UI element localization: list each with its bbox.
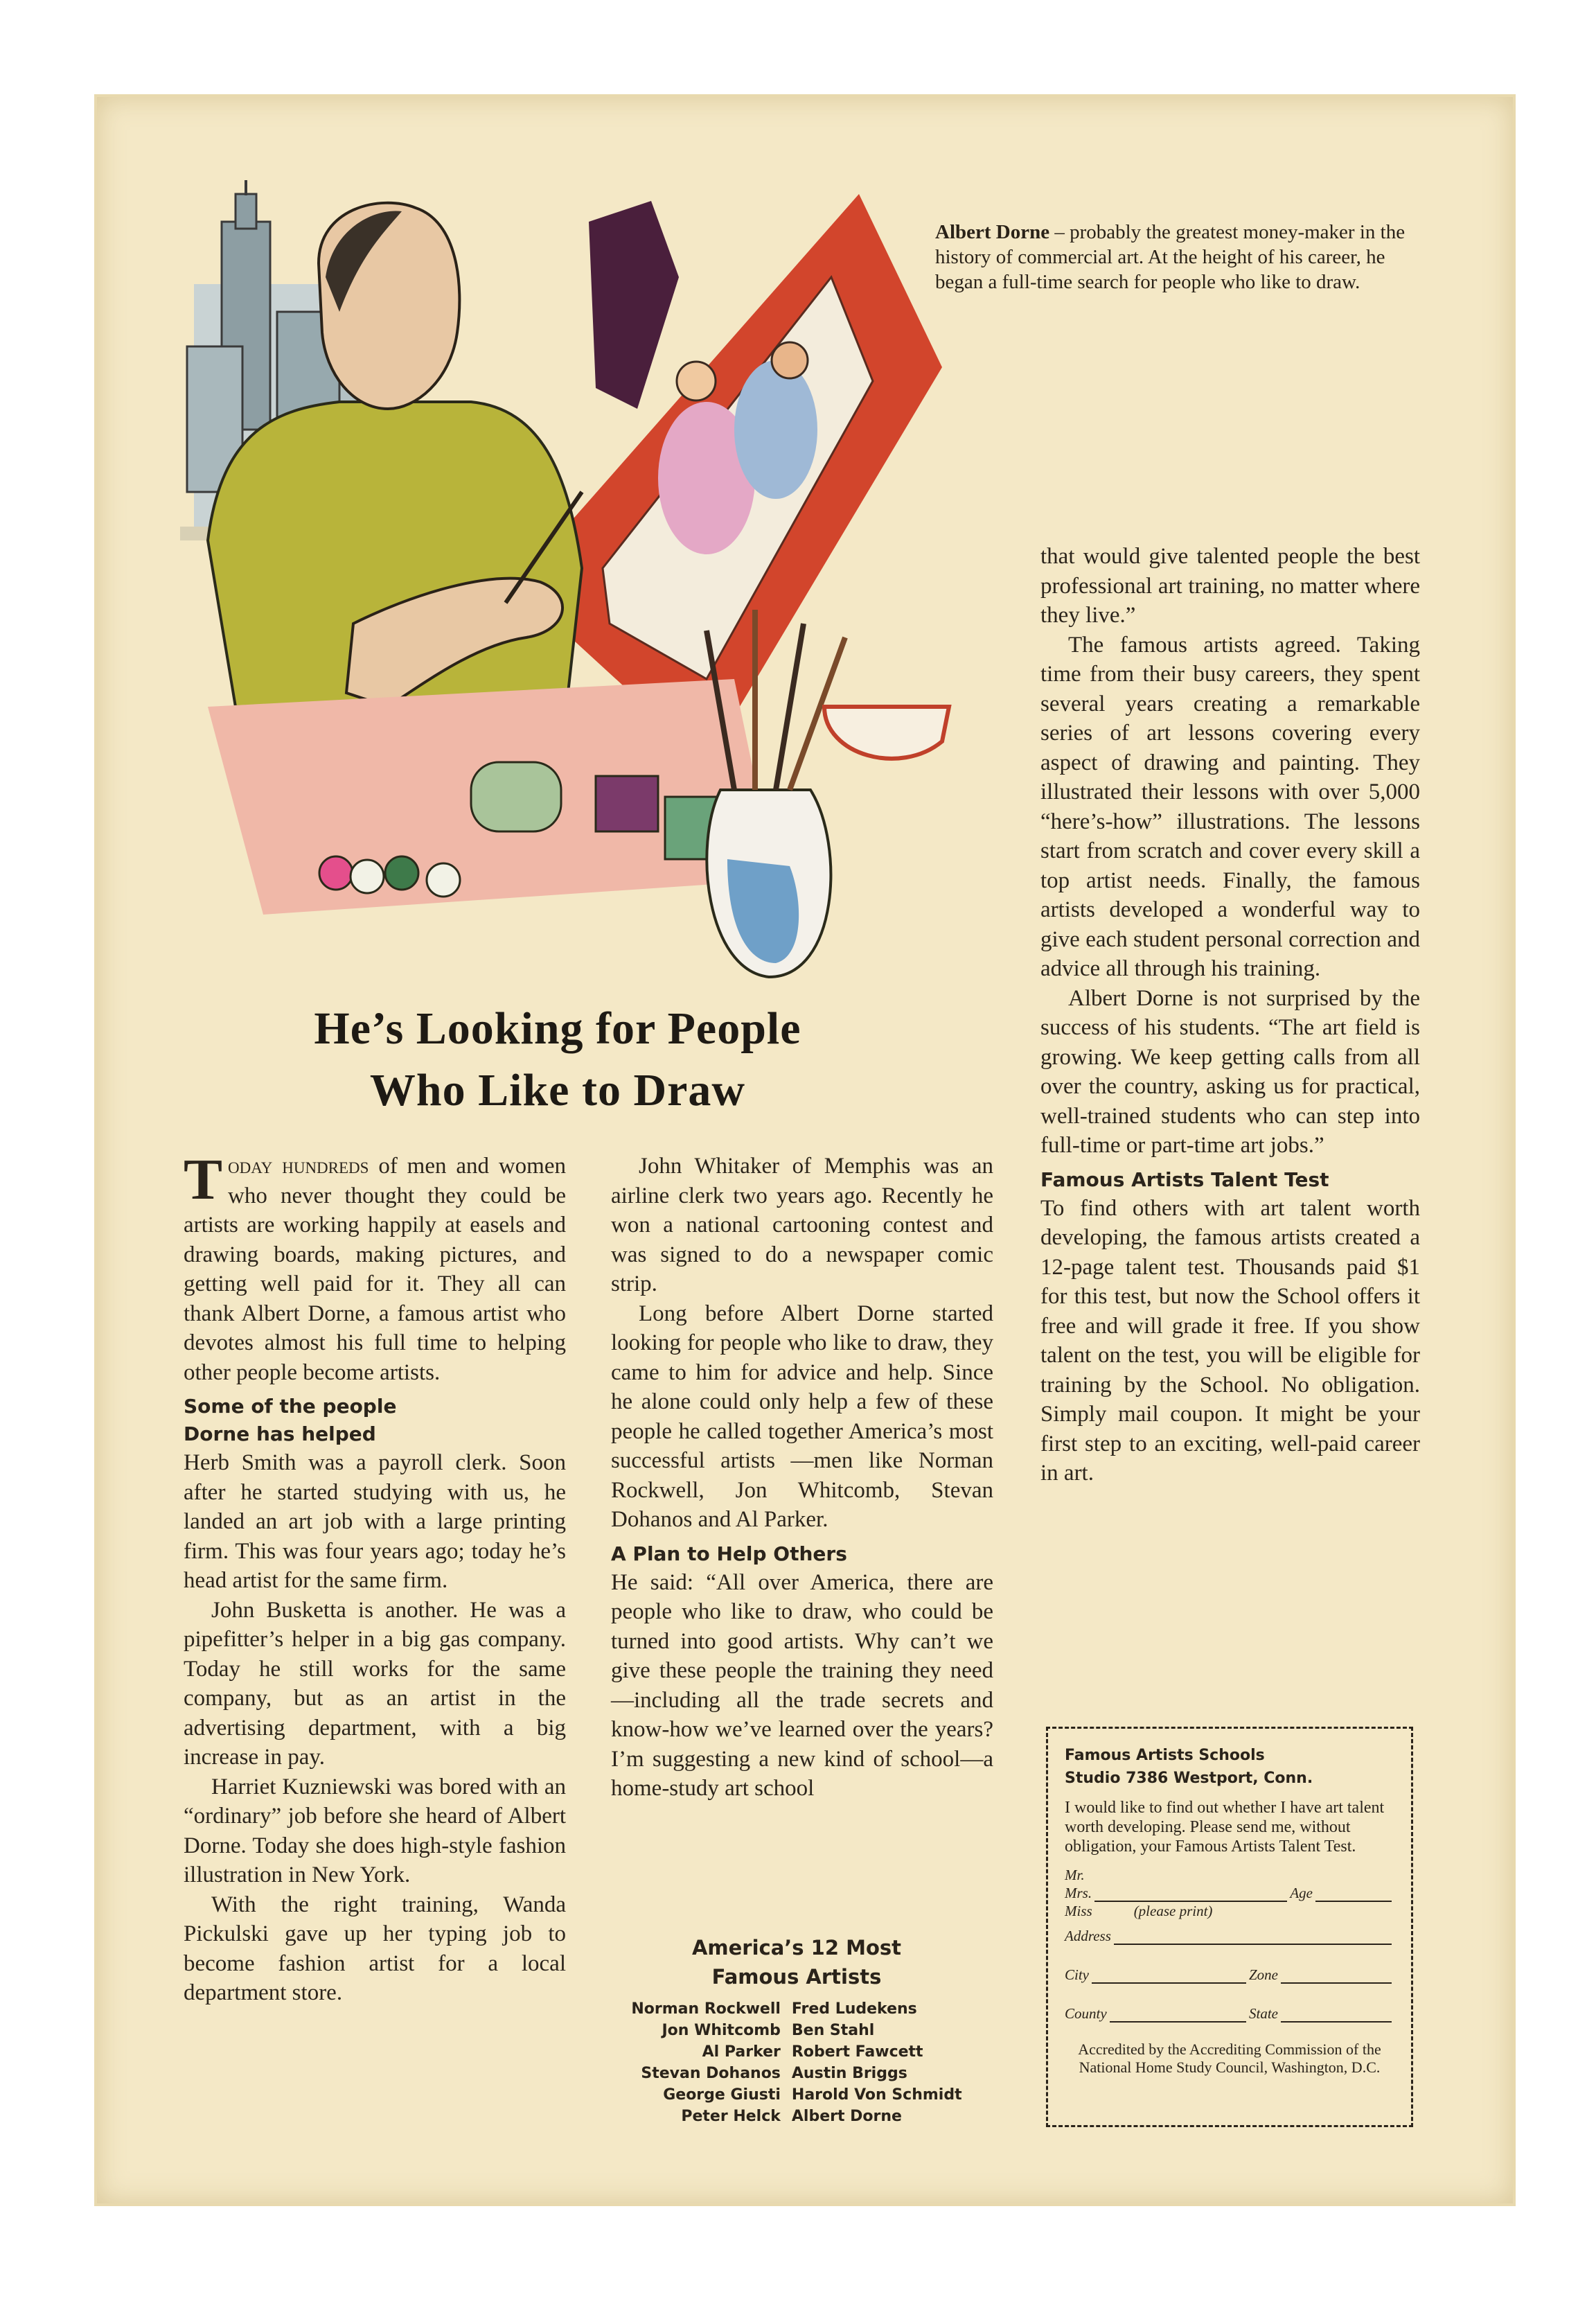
- coupon-town: Westport, Conn.: [1168, 1770, 1313, 1787]
- artist-name: Ben Stahl: [791, 2022, 875, 2039]
- title-mrs: Mrs.: [1065, 1885, 1092, 1901]
- artists-list: [626, 1998, 967, 2127]
- coupon-request-text: I would like to find out whether I have art talent worth developing. Please send me, without obligation, your Famous Artists Talent Test.: [1065, 1799, 1385, 1856]
- coupon-studio-number: 7386: [1126, 1770, 1169, 1787]
- paragraph-continued: that would give talented people the best professional art training, no matter where they live.”: [1040, 544, 1420, 628]
- subhead-line-1: Some of the people: [184, 1395, 397, 1418]
- subhead-line-2: Dorne has helped: [184, 1422, 376, 1445]
- name-field[interactable]: [1094, 1887, 1287, 1902]
- illustration-caption: [935, 220, 1420, 295]
- artist-name: Jon Whitcomb: [662, 2022, 781, 2039]
- list-item: [626, 2063, 967, 2084]
- article-column-2: [611, 1152, 993, 1804]
- artists-title-1: America’s 12 Most: [691, 1936, 902, 1959]
- intro-paragraph: [184, 1147, 566, 1387]
- coupon-school-name: Famous Artists Schools: [1065, 1747, 1265, 1764]
- artist-name: Harold Von Schmidt: [791, 2086, 962, 2104]
- artist-illustration: [180, 180, 970, 998]
- state-label: State: [1249, 2005, 1278, 2022]
- list-item: [626, 1998, 967, 2020]
- drop-cap: T: [184, 1147, 223, 1212]
- county-label: County: [1065, 2005, 1107, 2022]
- artist-name: Fred Ludekens: [791, 2000, 917, 2018]
- paragraph-he-said: He said: “All over America, there are people who like to draw, who could be turned into good artists. Why can’t we give these people the training they need—including all the trade secrets and know-how we’ve learned over the years? I’m suggesting a new kind of school—a home-study art school: [611, 1569, 993, 1801]
- subhead-talent-test: Famous Artists Talent Test: [1040, 1168, 1329, 1191]
- artist-name: Austin Briggs: [791, 2065, 907, 2082]
- address-row: [1065, 1927, 1394, 1945]
- accreditation-note: Accredited by the Accrediting Commission of the National Home Study Council, Washington, D.C.: [1078, 2041, 1381, 2076]
- paragraph-not-surprised: Albert Dorne is not surprised by the success of his students. “The art field is growing. We keep getting calls from all over the country, asking us for practical, well-trained students who can step into full-time or part-time art jobs.”: [1040, 985, 1420, 1158]
- intro-text: of men and women who never thought they could be artists are working happily at easels and drawing boards, making pictures, and getting well paid for it. They all can thank Albert Dorne, a famous artist who devotes almost his full time to helping other people become artists.: [184, 1154, 566, 1385]
- paragraph-wanda: With the right training, Wanda Pickulski gave up her typing job to become fashion artist for a local department store.: [184, 1892, 566, 2005]
- age-label: Age: [1290, 1885, 1313, 1901]
- paragraph-harriet: Harriet Kuzniewski was bored with an “ordinary” job before she heard of Albert Dorne. Today she does high-style fashion illustration in New York.: [184, 1774, 566, 1887]
- city-field[interactable]: [1092, 1968, 1246, 1984]
- article-column-1: [184, 1147, 566, 2008]
- article-column-3: [1040, 542, 1420, 1488]
- list-item: [626, 2106, 967, 2127]
- title-mr: Mr.: [1065, 1867, 1085, 1883]
- county-field[interactable]: [1110, 2007, 1246, 2023]
- paragraph-long-before: Long before Albert Dorne started looking for people who like to draw, they came to him for advice and help. Since he alone could only help a few of these people he called together America’s most successful artists —men like Norman Rockwell, Jon Whitcomb, Stevan Dohanos and Al Parker.: [611, 1301, 993, 1532]
- water-bowl: [824, 707, 949, 759]
- list-item: [626, 2020, 967, 2041]
- city-label: City: [1065, 1966, 1089, 1983]
- mail-in-coupon[interactable]: [1046, 1727, 1413, 2127]
- please-print-note: (please print): [1133, 1903, 1213, 1919]
- paragraph-talent-test: To find others with art talent worth developing, the famous artists created a 12-page talent test. Thousands paid $1 for this test, but now the School offers it free and will grade it free. If you show talent on the test, you will be eligible for training by the School. No obligation. Simply mail coupon. It might be your first step to an exciting, well-paid career in art.: [1040, 1195, 1420, 1486]
- artists-title-2: Famous Artists: [711, 1965, 882, 1989]
- list-item: [626, 2084, 967, 2106]
- page-headline: [166, 998, 949, 1121]
- artist-name: George Giusti: [663, 2086, 781, 2104]
- title-miss: Miss: [1065, 1903, 1092, 1919]
- address-field[interactable]: [1114, 1930, 1392, 1945]
- artist-name: Norman Rockwell: [631, 2000, 781, 2018]
- paragraph-john-whitaker: John Whitaker of Memphis was an airline clerk two years ago. Recently he won a national cartooning contest and was signed to do a newspaper comic strip.: [611, 1154, 993, 1296]
- lead-words: oday hundreds: [228, 1154, 369, 1179]
- famous-artists-box: [596, 1933, 998, 2127]
- coupon-form: [1065, 1866, 1394, 2023]
- miss-row: [1065, 1902, 1394, 1920]
- paragraph-herb-smith: Herb Smith was a payroll clerk. Soon after he started studying with us, he landed an art job with a large printing firm. This was four years ago; today he’s head artist for the same firm.: [184, 1450, 566, 1593]
- artist-name: Robert Fawcett: [791, 2043, 923, 2061]
- caption-name: Albert Dorne: [935, 221, 1050, 243]
- artist-name: Stevan Dohanos: [641, 2065, 781, 2082]
- subhead-plan: A Plan to Help Others: [611, 1542, 847, 1565]
- headline-line-2: Who Like to Draw: [369, 1065, 746, 1116]
- subhead-people-helped: [184, 1393, 566, 1448]
- artist-name: Peter Helck: [681, 2108, 781, 2125]
- paragraph-famous-artists-agreed: The famous artists agreed. Taking time from their busy careers, they spent several years creating a remarkable series of art lessons covering every aspect of drawing and painting. They illustrated their lessons with over 5,000 “here’s-how” illustrations. The lessons start from scratch and cover every skill a top artist needs. Finally, the famous artists developed a wonderful way to give each student personal correction and advice all through his training.: [1040, 632, 1420, 981]
- artist-name: Al Parker: [702, 2043, 781, 2061]
- list-item: [626, 2041, 967, 2063]
- age-field[interactable]: [1315, 1887, 1392, 1902]
- coupon-studio-label: Studio: [1065, 1770, 1126, 1787]
- paragraph-john-busketta: John Busketta is another. He was a pipefitter’s helper in a big gas company. Today he still works for the same company, but as an artist in the advertising department, with a big increase in pay.: [184, 1597, 566, 1770]
- coupon-address-line: [1065, 1767, 1394, 1790]
- state-field[interactable]: [1281, 2007, 1392, 2023]
- artist-name: Albert Dorne: [791, 2108, 902, 2125]
- headline-line-1: He’s Looking for People: [314, 1003, 801, 1054]
- zone-field[interactable]: [1281, 1968, 1392, 1984]
- zone-label: Zone: [1249, 1966, 1278, 1983]
- caption-text: – probably the greatest money-maker in the history of commercial art. At the height of his career, he began a full-time search for people who like to draw.: [935, 221, 1406, 293]
- address-label: Address: [1065, 1928, 1111, 1944]
- county-state-row: [1065, 2005, 1394, 2023]
- name-age-row: [1065, 1884, 1394, 1902]
- dark-curtain: [589, 201, 679, 409]
- city-zone-row: [1065, 1966, 1394, 1984]
